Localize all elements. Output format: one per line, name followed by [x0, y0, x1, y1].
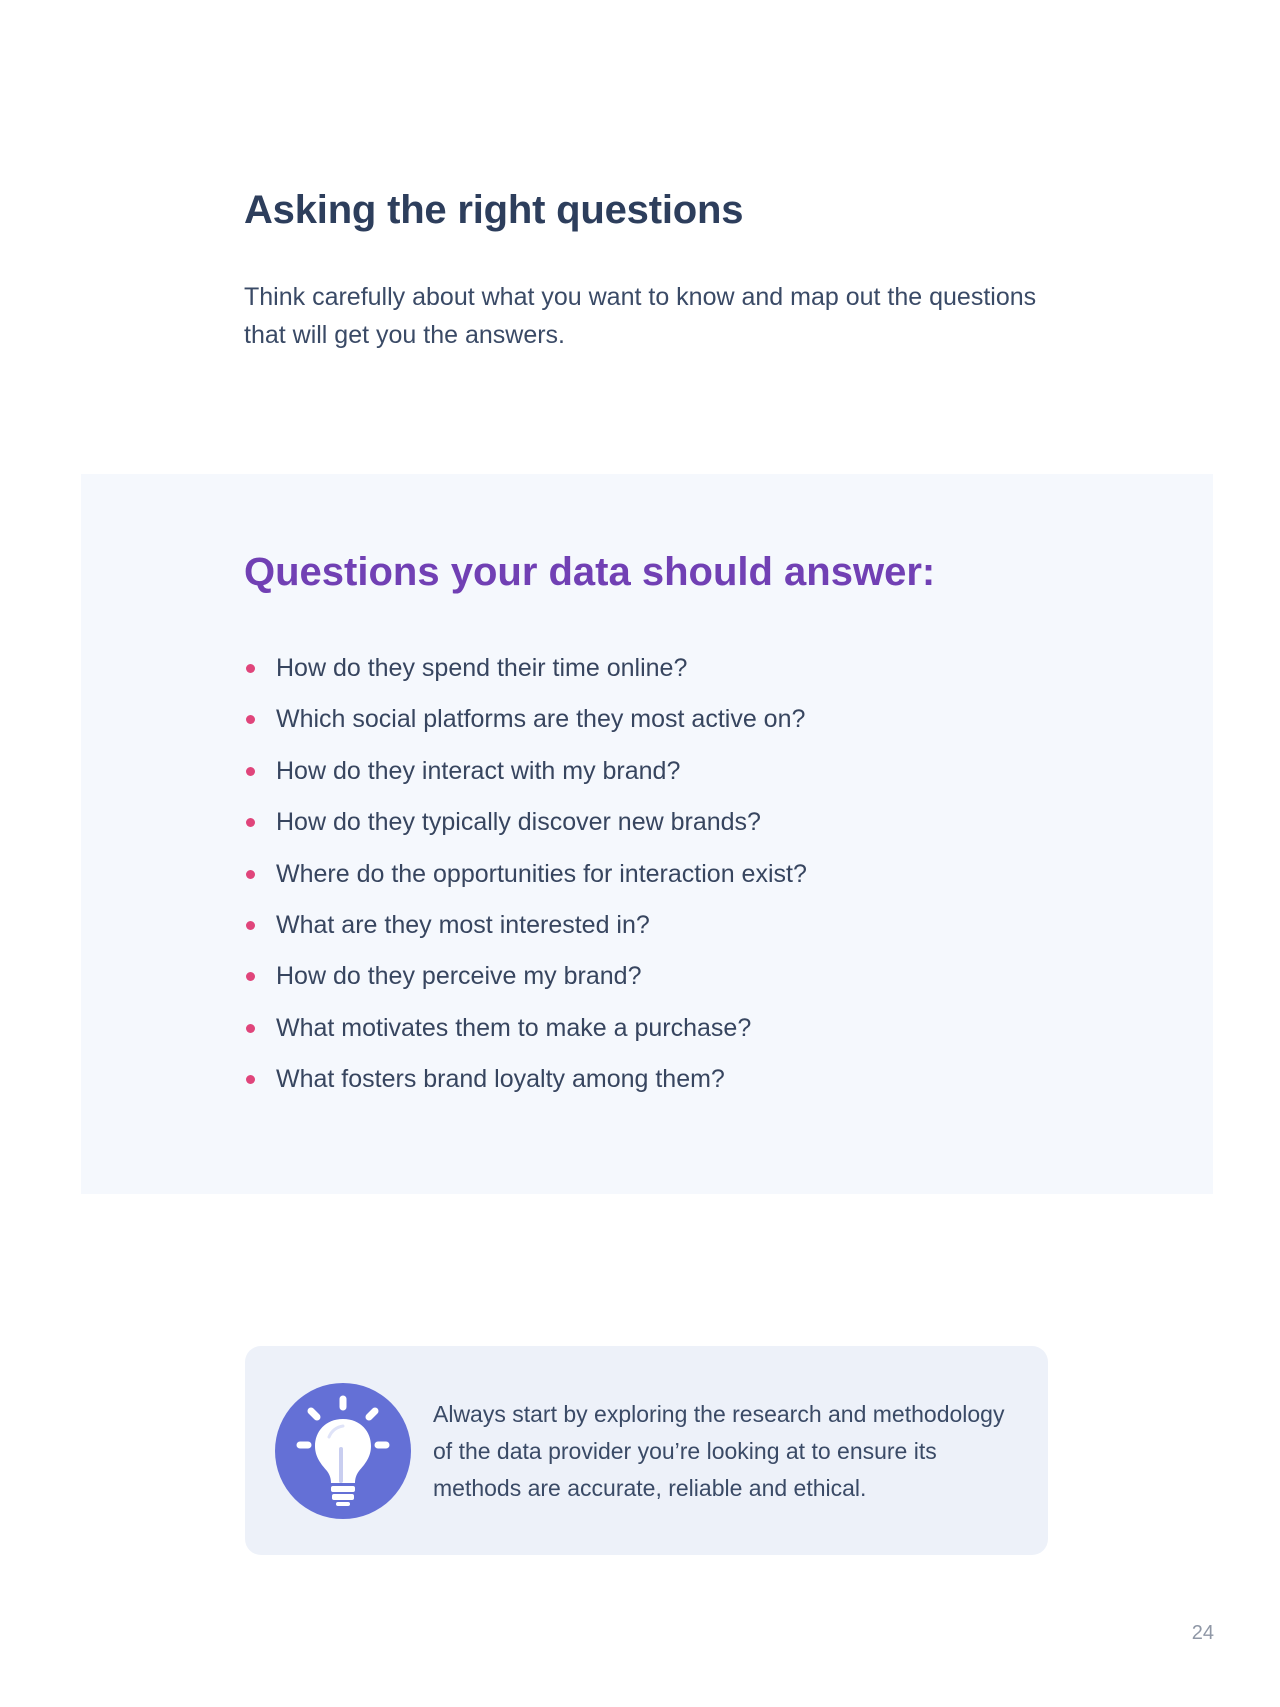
question-text: Where do the opportunities for interaction exist? [276, 859, 807, 888]
intro-paragraph: Think carefully about what you want to know and map out the questions that will get you the answers. [244, 283, 1037, 349]
bullet-icon [246, 1075, 255, 1084]
tip-callout [245, 1346, 1048, 1555]
question-text: Which social platforms are they most active on? [276, 705, 806, 734]
bullet-icon [246, 715, 255, 724]
page-title: Asking the right questions [244, 188, 744, 232]
list-item [244, 905, 807, 956]
bullet-icon [246, 921, 255, 930]
list-item [244, 854, 807, 905]
bullet-icon [246, 870, 255, 879]
question-text: What are they most interested in? [276, 910, 650, 939]
tip-text: Always start by exploring the research and methodology of the data provider you’re looking at to ensure its methods are accurate, reliable and ethical. [433, 1401, 1005, 1501]
question-text: What fosters brand loyalty among them? [276, 1065, 725, 1094]
question-text: How do they perceive my brand? [276, 962, 642, 991]
question-text: How do they typically discover new brands? [276, 808, 761, 837]
bullet-icon [246, 972, 255, 981]
bullet-icon [246, 664, 255, 673]
bullet-icon [246, 767, 255, 776]
list-item [244, 1059, 807, 1110]
question-text: How do they spend their time online? [276, 654, 688, 682]
question-text: How do they interact with my brand? [276, 756, 681, 785]
list-item [244, 802, 807, 853]
list-item [244, 956, 807, 1007]
list-item [244, 648, 807, 699]
questions-heading: Questions your data should answer: [244, 550, 936, 594]
question-text: What motivates them to make a purchase? [276, 1013, 752, 1042]
bullet-icon [246, 818, 255, 827]
lightbulb-icon [275, 1383, 411, 1519]
list-item [244, 1008, 807, 1059]
list-item [244, 699, 807, 750]
page-number: 24 [1191, 1622, 1214, 1644]
bullet-icon [246, 1024, 255, 1033]
list-item [244, 751, 807, 802]
questions-list [244, 648, 807, 1111]
